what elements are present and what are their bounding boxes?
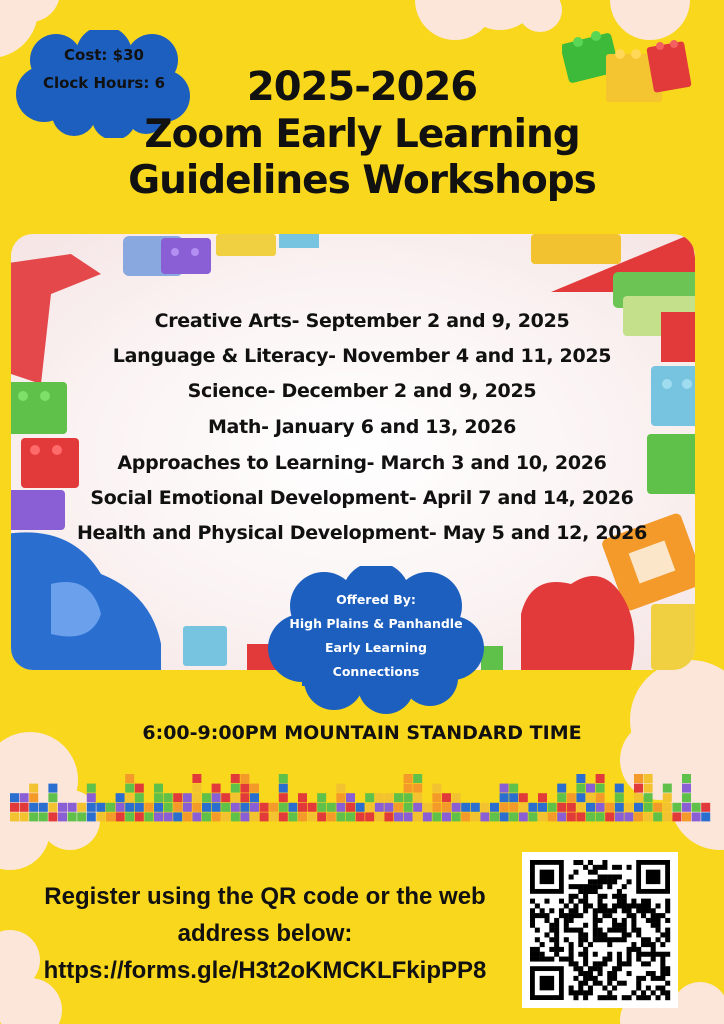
cost-label: Cost: $30: [64, 46, 144, 64]
offered-by-cloud: [262, 566, 490, 716]
title-line-2: Zoom Early Learning: [144, 112, 580, 157]
schedule-item: Math- January 6 and 13, 2026: [207, 416, 517, 438]
offered-by-org: Early Learning: [325, 640, 427, 655]
register-url[interactable]: https://forms.gle/H3t2oKMCKLFkipPP8: [43, 957, 487, 984]
title-year: 2025-2026: [246, 64, 478, 110]
register-line-2: address below:: [177, 920, 353, 947]
offered-by-org: Connections: [332, 664, 420, 679]
schedule-item: Approaches to Learning- March 3 and 10, 2026: [117, 452, 607, 474]
clock-hours-label: Clock Hours: 6: [42, 74, 166, 92]
schedule-item: Social Emotional Development- April 7 and 14, 2026: [90, 487, 634, 509]
qr-code-icon[interactable]: [522, 852, 678, 1008]
register-instructions: [0, 878, 530, 989]
lego-strip-decoration: [10, 774, 714, 824]
schedule-item: Language & Literacy- November 4 and 11, 2025: [112, 345, 612, 367]
register-line-1: Register using the QR code or the web: [44, 883, 486, 910]
schedule-item: Science- December 2 and 9, 2025: [187, 380, 537, 402]
time-label: 6:00-9:00PM MOUNTAIN STANDARD TIME: [142, 722, 582, 744]
schedule-item: Creative Arts- September 2 and 9, 2025: [154, 310, 570, 332]
offered-by-label: Offered By:: [336, 592, 416, 607]
schedule-item: Health and Physical Development- May 5 and 12, 2026: [76, 522, 648, 544]
title-line-3: Guidelines Workshops: [128, 158, 596, 203]
offered-by-org: High Plains & Panhandle: [289, 616, 463, 631]
